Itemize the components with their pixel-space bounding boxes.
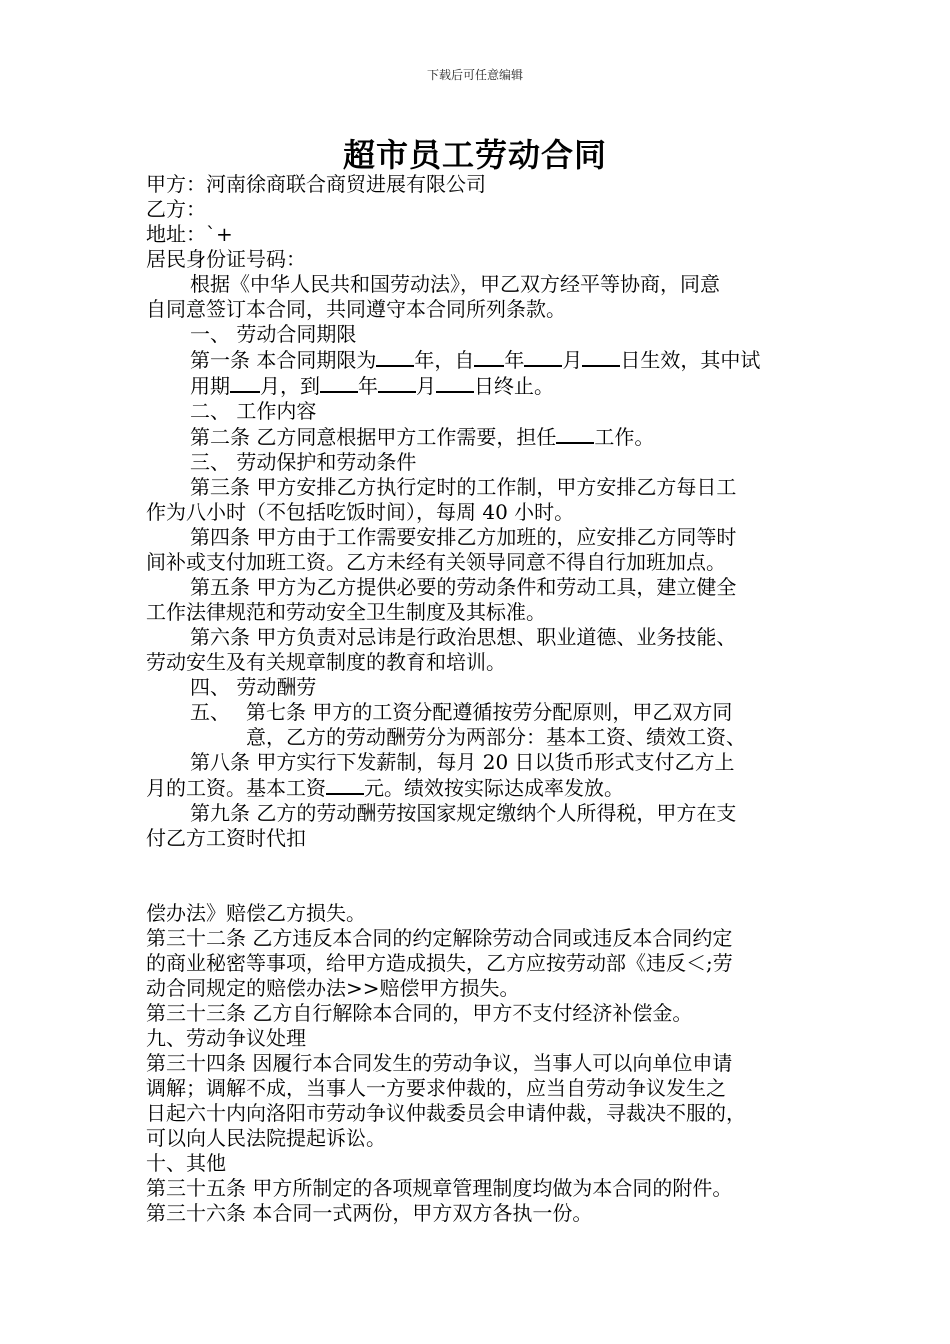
article-34-line-1: 第三十四条 因履行本合同发生的劳动争议，当事人可以向单位申请 (146, 1051, 733, 1075)
article-34-line-2: 调解；调解不成，当事人一方要求仲裁的，应当自劳动争议发生之 (146, 1076, 726, 1100)
article-34-line-4: 可以向人民法院提起诉讼。 (146, 1126, 386, 1150)
article-32-line-3: 动合同规定的赔偿办法>>赔偿甲方损失。 (146, 976, 520, 1000)
blank-field (378, 373, 416, 393)
article-5-line-1: 第五条 甲方为乙方提供必要的劳动条件和劳动工具，建立健全 (190, 575, 737, 599)
article-7-line-1: 五、 第七条 甲方的工资分配遵循按劳分配原则，甲乙双方同 (190, 700, 733, 724)
continuation-line: 偿办法》赔偿乙方损失。 (146, 901, 366, 925)
id-number-line: 居民身份证号码： (146, 247, 306, 271)
blank-field (326, 775, 364, 795)
section-10-heading: 十、其他 (146, 1151, 226, 1175)
article-8-line-1: 第八条 甲方实行下发薪制，每月 20 日以货币形式支付乙方上 (190, 750, 735, 774)
article-5-line-2: 工作法律规范和劳动安全卫生制度及其标准。 (146, 600, 546, 624)
article-6-line-2: 劳动安生及有关规章制度的教育和培训。 (146, 650, 506, 674)
article-4-line-2: 间补或支付加班工资。乙方未经有关领导同意不得自行加班加点。 (146, 550, 726, 574)
article-3-line-2: 作为八小时（不包括吃饭时间），每周 40 小时。 (146, 500, 575, 524)
article-3-line-1: 第三条 甲方安排乙方执行定时的工作制，甲方安排乙方每日工 (190, 475, 737, 499)
section-2-heading: 二、 工作内容 (190, 399, 317, 423)
article-2: 第二条 乙方同意根据甲方工作需要，担任 工作。 (190, 425, 655, 449)
section-9-heading: 九、劳动争议处理 (146, 1026, 306, 1050)
article-4-line-1: 第四条 甲方由于工作需要安排乙方加班的，应安排乙方同等时 (190, 525, 737, 549)
blank-field (320, 373, 358, 393)
section-1-heading: 一、 劳动合同期限 (190, 322, 357, 346)
address-line: 地址：`+ (146, 222, 233, 246)
intro-line-2: 自同意签订本合同，共同遵守本合同所列条款。 (146, 297, 566, 321)
article-8-line-2: 月的工资。基本工资 元。绩效按实际达成率发放。 (146, 776, 624, 800)
article-32-line-1: 第三十二条 乙方违反本合同的约定解除劳动合同或违反本合同约定 (146, 926, 733, 950)
article-9-line-1: 第九条 乙方的劳动酬劳按国家规定缴纳个人所得税，甲方在支 (190, 801, 737, 825)
section-3-heading: 三、 劳动保护和劳动条件 (190, 450, 417, 474)
article-36: 第三十六条 本合同一式两份，甲方双方各执一份。 (146, 1201, 593, 1225)
article-35: 第三十五条 甲方所制定的各项规章管理制度均做为本合同的附件。 (146, 1176, 733, 1200)
article-1-line-1: 第一条 本合同期限为 年，自 年 月 日生效，其中试 (190, 348, 761, 372)
section-4-heading: 四、 劳动酬劳 (190, 675, 317, 699)
article-1-line-2: 用期 月，到 年 月 日终止。 (190, 374, 554, 398)
blank-field (556, 424, 594, 444)
article-6-line-1: 第六条 甲方负责对忌讳是行政治思想、职业道德、业务技能、 (190, 625, 737, 649)
party-b-line: 乙方： (146, 197, 206, 221)
article-34-line-3: 日起六十内向洛阳市劳动争议仲裁委员会申请仲裁，寻裁决不服的， (146, 1101, 746, 1125)
blank-field (436, 373, 474, 393)
article-33: 第三十三条 乙方自行解除本合同的，甲方不支付经济补偿金。 (146, 1001, 693, 1025)
blank-field (474, 347, 504, 367)
intro-line-1: 根据《中华人民共和国劳动法》，甲乙双方经平等协商，同意 (190, 272, 720, 296)
blank-field (230, 373, 260, 393)
blank-field (582, 347, 620, 367)
article-32-line-2: 的商业秘密等事项，给甲方造成损失，乙方应按劳动部《违反＜;劳 (146, 951, 733, 975)
article-7-line-2: 意，乙方的劳动酬劳分为两部分：基本工资、绩效工资、 (246, 725, 746, 749)
article-9-line-2: 付乙方工资时代扣 (146, 826, 306, 850)
header-note: 下载后可任意编辑 (426, 68, 523, 82)
blank-field (524, 347, 562, 367)
blank-field (376, 347, 414, 367)
contract-body (146, 172, 811, 1226)
document-title: 超市员工劳动合同 (342, 136, 607, 174)
party-a-line: 甲方：河南徐商联合商贸进展有限公司 (146, 172, 486, 196)
